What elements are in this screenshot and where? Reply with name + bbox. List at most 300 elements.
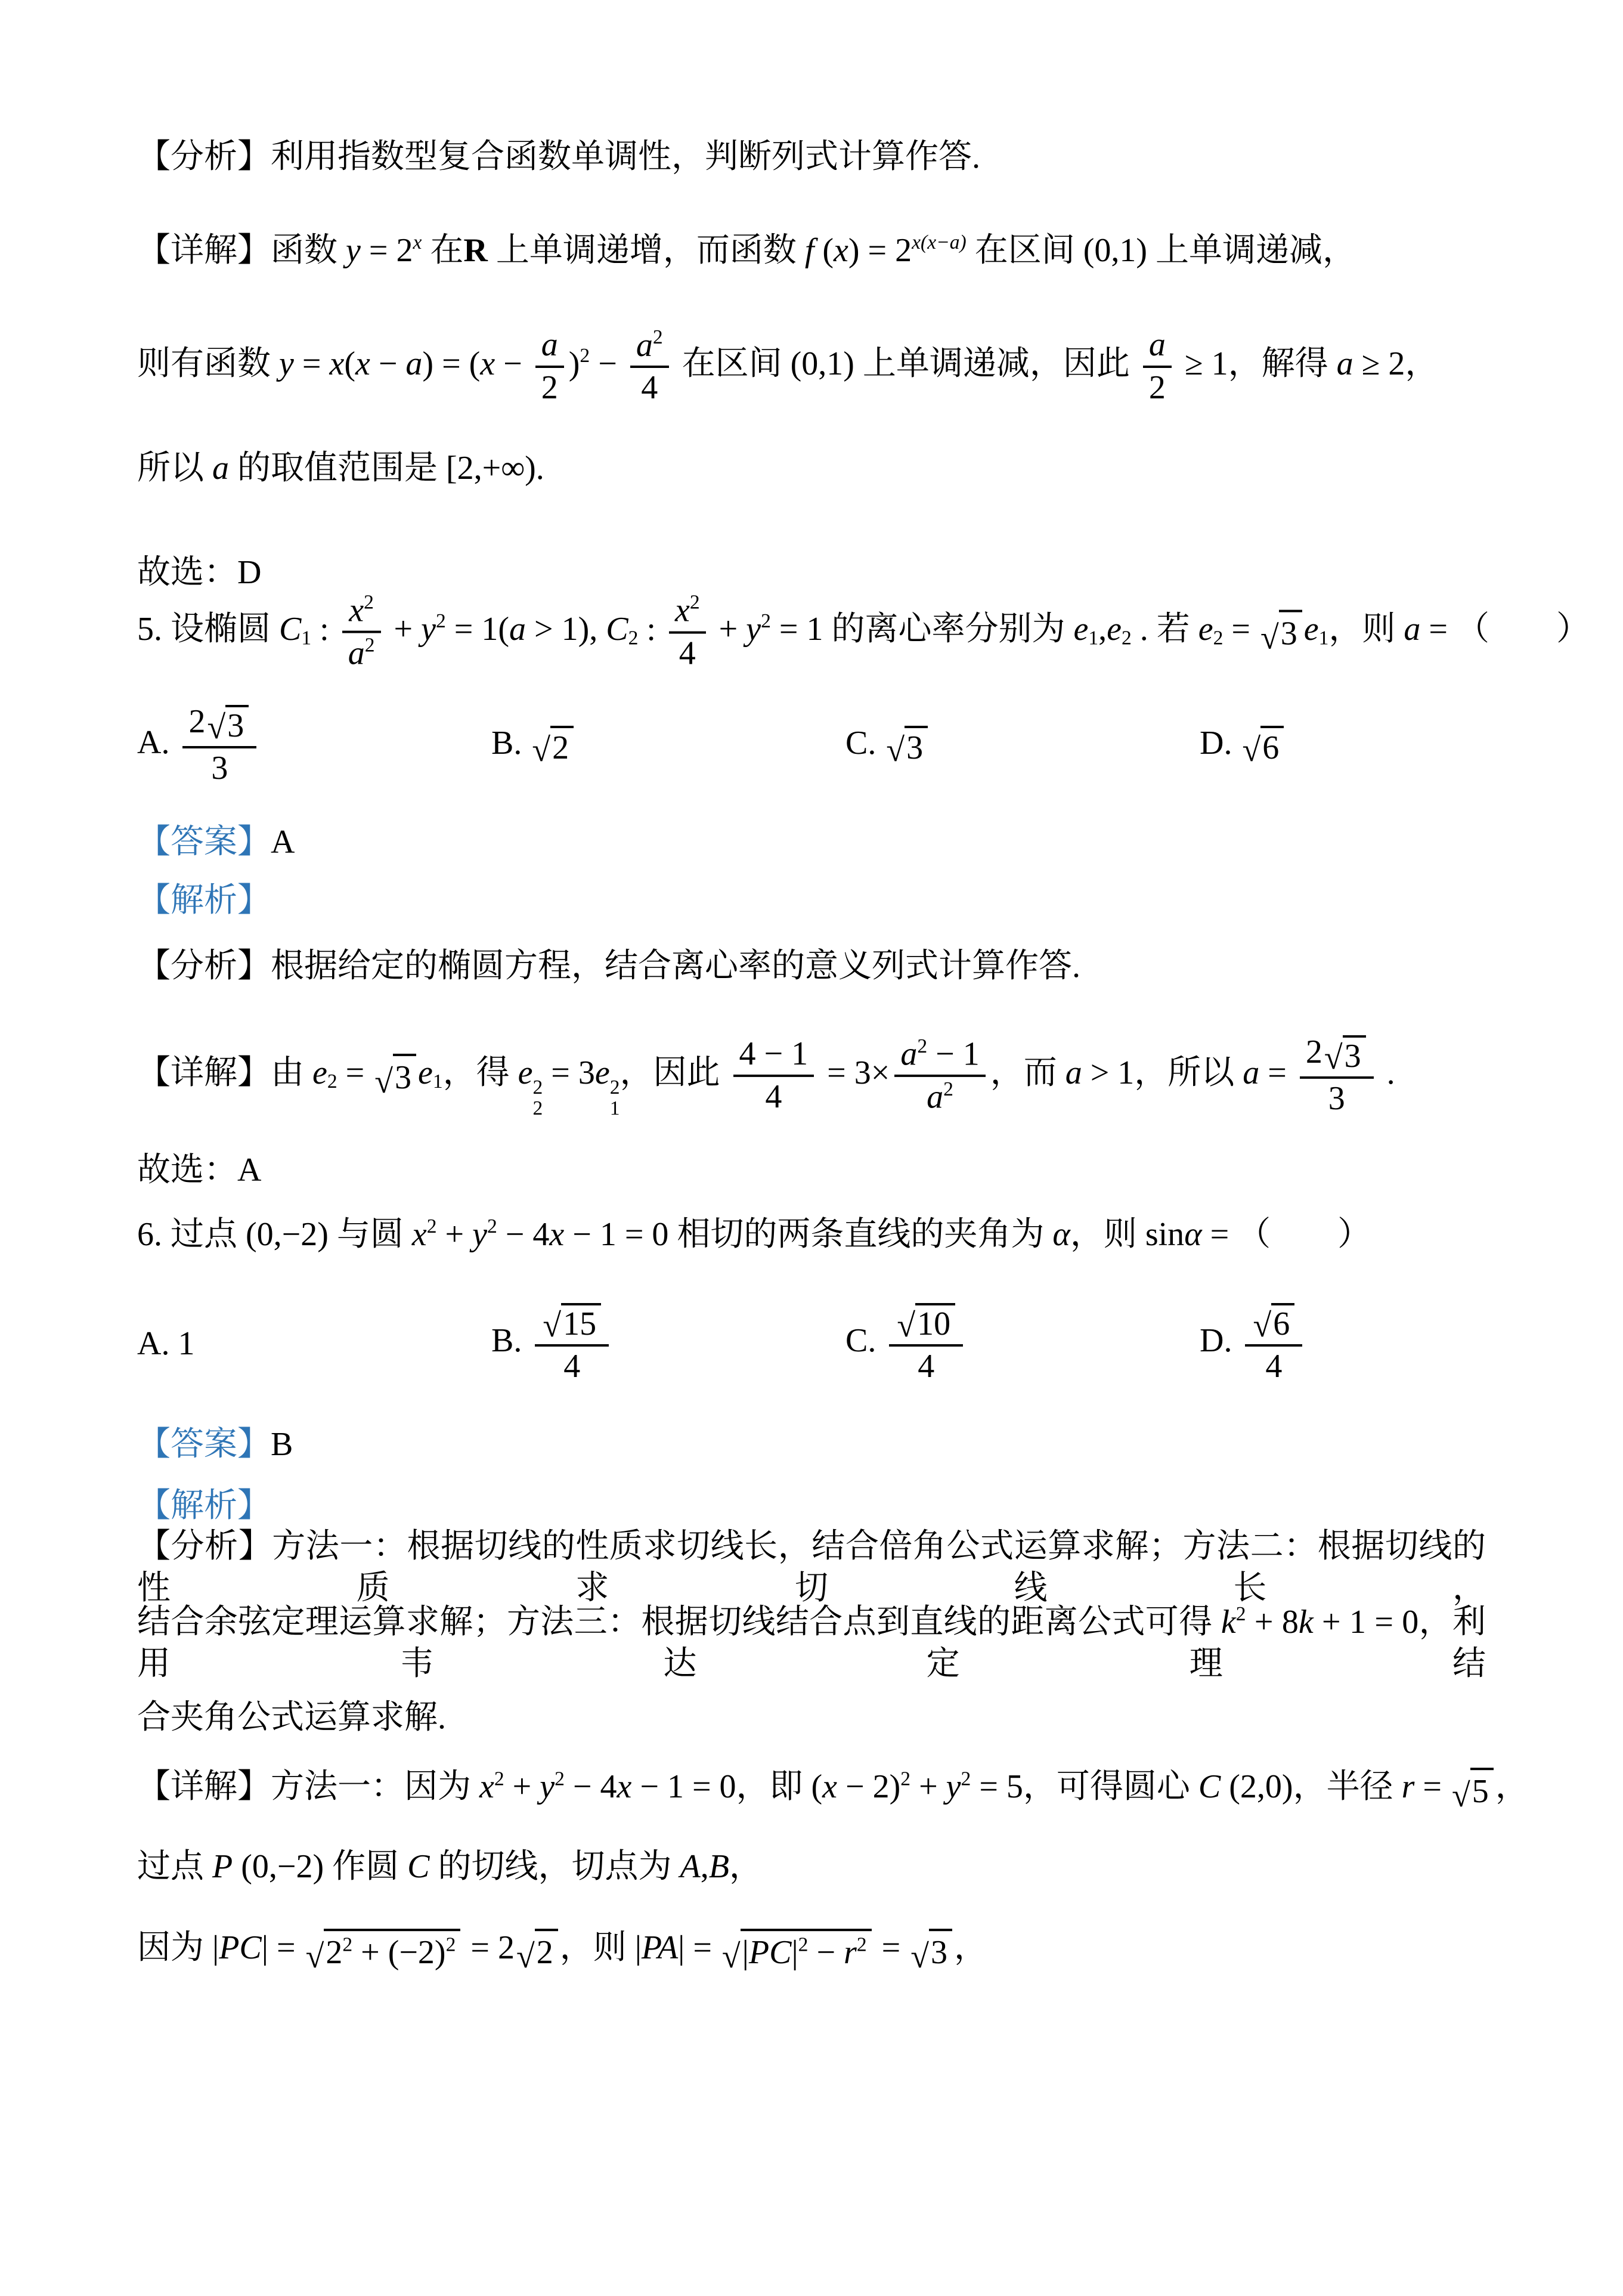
q5-option-b [491,724,837,767]
math-text: α [1052,1216,1070,1253]
fraction-denominator [535,368,564,407]
math-text: + [436,1216,473,1253]
math-text: ，因此 [620,1054,729,1091]
radicand [550,726,574,767]
math-text: PA [641,1929,679,1967]
radicand [1343,1035,1366,1075]
math-text: 2 [961,1768,971,1790]
math-text: PC [748,1933,792,1971]
fraction-denominator [1300,1079,1374,1118]
q5-explain-line [137,880,271,921]
math-text: ， [729,1848,763,1885]
math-text: | [791,1933,798,1971]
fraction-numerator [733,1036,814,1075]
math-text: e [1198,610,1213,648]
math-text: − [808,1933,844,1971]
math-text: 2 [327,1070,337,1093]
math-text: = （ ） [1420,610,1590,648]
fraction-denominator [669,633,706,672]
math-text: 3 [1328,1080,1345,1118]
math-text: 2 [536,1933,553,1971]
radicand [1279,610,1302,655]
math-text: ) = 2 [848,232,912,269]
math-text: 5 [1472,1772,1489,1810]
math-text: 2 [552,729,569,766]
q5-option-a [137,704,483,787]
math-text: = 1 的离心率分别为 [770,610,1074,648]
fraction-numerator [1143,327,1172,366]
math-text: x [329,345,345,382]
math-text: 4 [679,635,696,672]
fraction-denominator [889,1347,963,1385]
math-fraction [535,1302,609,1385]
q5-stem [137,592,1590,673]
math-text: + 8 [1246,1604,1299,1641]
math-text: 因为 | [137,1929,219,1967]
math-fraction [733,1036,814,1115]
math-text: 6. 过点 (0,−2) 与圆 [137,1216,412,1253]
math-text: a [927,1078,944,1116]
math-text: 则有函数 [137,345,279,382]
math-text: e [1073,610,1089,648]
math-text: , [700,1848,709,1885]
math-text: 6 [1273,1305,1290,1342]
math-text: = 2 [360,232,413,269]
math-radical [543,1303,601,1343]
math-text: y [346,232,361,269]
math-text: a [1148,326,1166,364]
math-text: 【详解】函数 [137,232,346,269]
math-text: x [413,231,422,254]
math-text: B. [491,725,531,762]
math-text: 在区间 (0,1) 上单调递减， [966,232,1356,269]
math-fraction [630,327,669,407]
math-text: = [1223,610,1259,648]
math-radical [1452,1768,1494,1812]
math-text: + [504,1768,540,1806]
math-text: 合夹角公式运算求解. [137,1699,446,1736]
radical-sign: √ [532,731,551,769]
radicand [1470,1768,1494,1812]
q5-analysis-line [137,945,1080,987]
explain-label: 【解析】 [137,882,271,919]
math-text: 3 [906,729,924,766]
math-text: 2 [555,1768,565,1790]
math-text: = 1( [445,610,509,648]
radical-sign: √ [897,1307,916,1345]
q6-answer-line [137,1424,293,1465]
math-text: 2 [487,1215,497,1238]
q5-choice-line [137,1149,261,1191]
math-text: > 1，所以 [1082,1054,1243,1091]
math-text: 2 [943,1078,953,1100]
math-text: 【分析】利用指数型复合函数单调性，判断列式计算作答. [137,138,980,175]
fraction-denominator [342,633,381,672]
math-text: = 3 [543,1054,595,1091]
math-text: − 4 [497,1216,550,1253]
q6-explain-line [137,1485,271,1527]
math-text: ，则 sin [1070,1216,1185,1253]
math-text: B [708,1848,729,1885]
math-text: C [407,1848,430,1885]
math-text: 2 [494,1768,504,1790]
math-text: = （ ） [1201,1216,1371,1253]
math-text: 2 [761,610,771,633]
math-text: A. 1 [137,1325,195,1362]
math-text: 3 [211,750,228,787]
math-text: 2 [1235,1603,1246,1626]
math-text: = 2 [462,1929,515,1967]
fraction-numerator [1245,1302,1302,1344]
math-text: r [1401,1768,1415,1806]
q6-analysis-line-3 [137,1697,446,1738]
q6-option-c [845,1302,1191,1385]
math-text: ( [814,232,834,269]
q6-detail-line-2 [137,1846,763,1887]
choice-text: 故选：D [137,554,262,591]
math-text: ，则 | [559,1929,642,1967]
math-text: k [1298,1604,1314,1641]
fraction-numerator [1300,1034,1374,1076]
math-text: 2 [364,635,375,657]
math-text: | = [261,1929,304,1967]
math-text: 【分析】根据给定的椭圆方程，结合离心率的意义列式计算作答. [137,948,1080,985]
math-text: = [1414,1768,1450,1806]
math-text: 15 [563,1305,597,1342]
math-fraction [894,1035,985,1116]
fraction-numerator [889,1302,963,1344]
math-text: x [617,1768,632,1806]
q6-detail-line-3 [137,1927,987,1973]
math-text: 2 [445,1933,456,1955]
math-text: 2 [652,326,663,348]
fraction-numerator [535,327,564,366]
math-text: 3 [394,1059,411,1096]
q6-detail-line-1 [137,1766,1529,1812]
fraction-denominator [535,1347,609,1385]
math-supsub-stack [610,1077,620,1119]
math-text: . 若 [1131,610,1198,648]
math-text: 2 [917,1035,928,1057]
fraction-numerator [182,704,256,746]
math-text: 的取值范围是 [2,+∞). [229,450,544,487]
answer-value: A [271,824,295,861]
math-text: 2 [1213,627,1224,649]
radical-sign: √ [305,1938,324,1975]
math-text: = 5，可得圆心 [971,1768,1198,1806]
math-text: 4 [918,1348,935,1385]
math-text: A [680,1848,701,1885]
math-text: 2 [856,1933,867,1955]
math-text: ，则 [1328,610,1404,648]
q5-detail-line [137,1034,1395,1119]
math-text: , [1098,610,1107,648]
math-text: ) = ( [422,345,481,382]
math-text: 2 [426,1215,437,1238]
math-text: ， [953,1929,987,1967]
math-text: + [710,610,747,648]
radicand [915,1303,955,1343]
fraction-denominator [1245,1347,1302,1385]
math-text: y [540,1768,555,1806]
math-text: 2 [541,369,558,406]
math-text: e [312,1054,327,1091]
math-text: 2 [1121,627,1132,649]
math-text: − 2) [837,1768,901,1806]
math-radical [722,1929,872,1973]
math-text: : [311,610,337,648]
math-text: e [1303,610,1319,648]
math-text: ， [1495,1768,1529,1806]
math-text: 3 [930,1933,947,1971]
math-text: = [873,1929,909,1967]
math-text: f [804,232,814,269]
math-text: A. [137,723,178,761]
math-text: a [1065,1054,1082,1091]
q5-answer-line [137,821,295,863]
explain-label: 【解析】 [137,1487,271,1524]
math-text: 5. 设椭圆 [137,610,279,648]
math-text: ( [344,345,355,382]
math-text: C. [845,725,885,762]
math-text: 【详解】由 [137,1054,312,1091]
math-text: = [1259,1054,1295,1091]
radicand [741,1929,872,1973]
math-text: 3 [1280,615,1297,652]
math-text: = [337,1054,373,1091]
math-text: ≥ 2， [1353,345,1439,382]
math-text: e [1107,610,1122,648]
math-text: x [479,1768,494,1806]
fraction-denominator [630,368,669,407]
math-text: a [348,635,365,672]
choice-text: 故选：A [137,1152,262,1189]
math-text: + 1 = 0，利用韦达定理结 [137,1604,1486,1682]
math-text: D. [1200,725,1241,762]
math-text: 2 [689,592,700,614]
math-text: 4 [765,1078,782,1115]
math-text: a [636,326,653,364]
answer-label: 【答案】 [137,1426,271,1463]
math-text: C. [845,1322,885,1359]
math-text: 2 [435,610,446,633]
math-text: 【详解】方法一：因为 [137,1768,479,1806]
math-text: C [1198,1768,1221,1806]
math-text: a [1336,345,1353,382]
math-text: 2 [628,627,639,649]
math-text: ) [568,345,580,382]
fraction-numerator [342,592,381,631]
math-text: > 1), [526,610,606,648]
radicand [225,705,249,745]
math-text: 4 [1265,1348,1283,1385]
math-supsub-stack [533,1077,543,1119]
stack-sup: 2 [609,1076,620,1099]
math-text: a [900,1035,918,1073]
math-fraction [1245,1302,1302,1385]
math-text: y [472,1216,487,1253]
math-text: 【分析】方法一：根据切线的性质求切线长，结合倍角公式运算求解；方法二：根据切线的性质求切线长， [137,1528,1486,1607]
math-text: 2 [900,1768,911,1790]
math-radical [1253,1303,1294,1343]
math-text: 4 [563,1348,581,1385]
radicand [1260,726,1284,767]
math-text: | [742,1933,749,1971]
fraction-numerator [630,327,669,366]
math-text: 上单调递增，而函数 [487,232,805,269]
q4-detail-line-1 [137,230,1356,271]
math-text: x [822,1768,838,1806]
math-text: a [541,326,558,364]
math-text: r [844,1933,857,1971]
radicand [561,1303,601,1343]
math-text: 3 [1344,1037,1361,1075]
math-fraction [1300,1034,1374,1118]
math-text: B. [491,1322,531,1359]
math-radical [910,1929,952,1973]
math-text: x(x−a) [912,231,967,254]
math-fraction [535,327,564,406]
q6-option-b [491,1302,837,1385]
math-text: a [1404,610,1421,648]
math-text: − [495,345,531,382]
math-text: 1 [432,1070,443,1093]
q6-stem [137,1214,1371,1255]
fraction-denominator [733,1077,814,1116]
fraction-numerator [894,1035,985,1074]
math-text: x [834,232,848,269]
math-radical [516,1929,558,1973]
math-radical [1242,726,1284,767]
fraction-numerator [535,1302,609,1344]
q5-option-d [1200,724,1286,767]
fraction-denominator [1143,368,1172,407]
math-text: 2 [1305,1033,1322,1070]
math-text: y [279,345,294,382]
math-text: 2 [342,1933,353,1955]
radical-sign: √ [910,1938,929,1975]
radical-sign: √ [886,731,905,769]
math-text: 10 [917,1305,951,1342]
math-text: C [279,610,302,648]
radical-sign: √ [516,1938,535,1975]
math-text: 结合余弦定理运算求解；方法三：根据切线结合点到直线的距离公式可得 [137,1604,1221,1641]
math-text: + [385,610,422,648]
radical-sign: √ [207,709,226,747]
math-text: C [606,610,628,648]
math-fraction [889,1302,963,1385]
math-radical [207,705,249,745]
answer-value: B [271,1426,293,1463]
stack-sup: 2 [532,1076,543,1099]
math-text: − 4 [564,1768,617,1806]
math-radical [886,726,928,767]
radical-sign: √ [543,1307,562,1345]
math-text: α [1184,1216,1202,1253]
math-text: e [518,1054,533,1091]
q6-option-a [137,1325,483,1363]
math-radical [1260,610,1302,655]
math-text: − 1 = 0 相切的两条直线的夹角为 [564,1216,1053,1253]
math-text: 所以 [137,450,212,487]
math-text: 的切线，切点为 [429,1848,680,1885]
math-radical [1324,1035,1366,1075]
math-radical [374,1053,416,1098]
stack-sub: 2 [532,1097,543,1119]
math-text: ≥ 1，解得 [1176,345,1337,382]
math-text: 1 [1318,627,1329,649]
math-fraction [1143,327,1172,406]
radical-sign: √ [1253,1307,1272,1345]
stack-sub: 1 [609,1097,620,1119]
math-text: 4 − 1 [739,1035,809,1073]
math-text: a [1243,1054,1260,1091]
math-text: PC [219,1929,262,1967]
radical-sign: √ [1324,1039,1343,1077]
math-text: − 1 [927,1035,980,1073]
math-text: − [590,345,625,382]
radicand [393,1053,416,1098]
math-text: − 1 = 0，即 ( [631,1768,823,1806]
math-text: e [417,1054,433,1091]
math-text: ，得 [442,1054,518,1091]
math-text: 2 [580,345,590,367]
q4-detail-line-3 [137,447,544,489]
q6-options-row [137,1302,1307,1385]
radical-sign: √ [721,1938,741,1975]
math-text: − [370,345,406,382]
math-text: x [349,592,364,629]
math-radical [897,1303,955,1343]
fraction-numerator [669,592,706,631]
math-text: 1 [1088,627,1099,649]
math-fraction [669,592,706,672]
math-text: 2 [188,703,206,740]
math-text: : [638,610,664,648]
math-text: . [1378,1054,1395,1091]
math-text: y [746,610,761,648]
radical-sign: √ [1451,1777,1470,1814]
radicand [905,726,928,767]
math-text: k [1221,1604,1236,1641]
math-text: 6 [1262,729,1280,766]
fraction-denominator [894,1077,985,1116]
fraction-denominator [182,748,256,787]
math-text: x [549,1216,565,1253]
math-text: (0,−2) 作圆 [233,1848,408,1885]
q4-analysis-line [137,136,980,178]
math-text: = 3× [819,1054,890,1091]
radicand [1271,1303,1294,1343]
math-text: 2 [798,1933,809,1955]
math-text: a [405,345,423,382]
math-text: y [421,610,436,648]
math-text: x [355,345,370,382]
math-text: x [674,592,690,629]
q6-option-d [1200,1302,1307,1385]
radical-sign: √ [1260,619,1279,657]
math-text: e [594,1054,610,1091]
math-text: + (−2) [352,1933,446,1971]
math-text: = [293,345,330,382]
math-fraction [182,704,256,787]
q6-analysis-line-2 [137,1601,1486,1685]
math-text: x [480,345,495,382]
math-text: a [509,610,526,648]
radicand [929,1929,952,1973]
math-text: D. [1200,1322,1241,1359]
q6-analysis-line-1 [137,1525,1486,1609]
